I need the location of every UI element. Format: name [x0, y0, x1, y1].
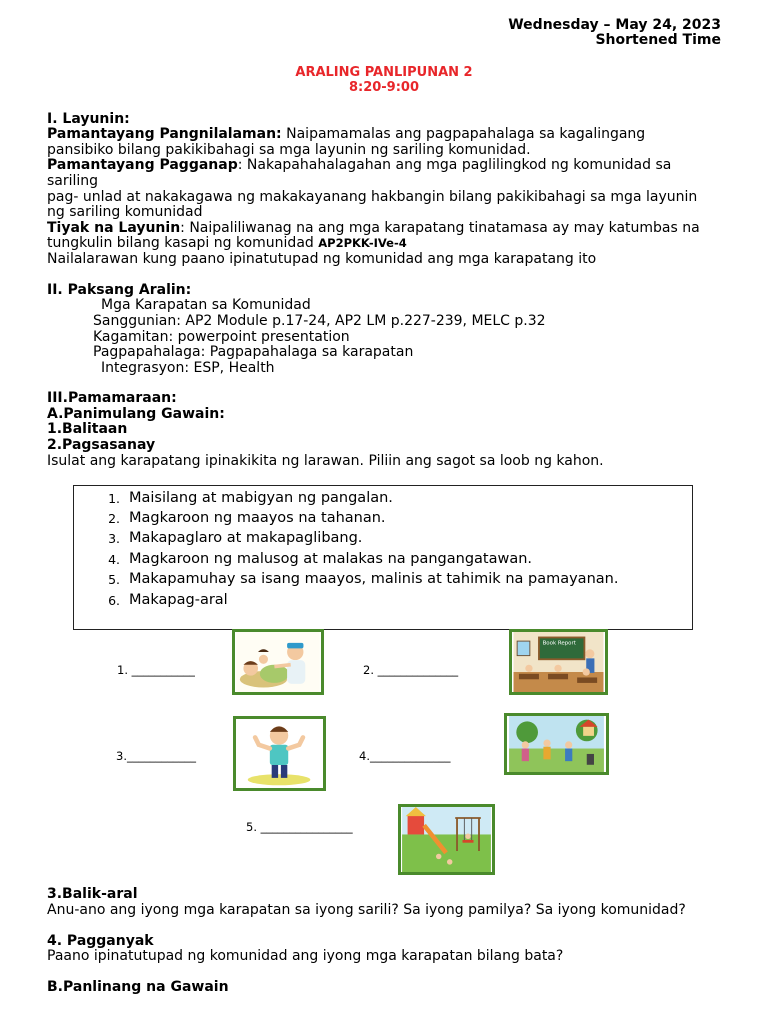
- balik-aral-heading: 3.Balik-aral: [47, 886, 138, 902]
- p1-label: Pamantayang Pangnilalaman:: [47, 126, 282, 142]
- answer-blank-2[interactable]: 2. ______________: [363, 663, 459, 677]
- p2-label: Pamantayang Pagganap: [47, 157, 238, 173]
- p3-text: : Naipaliliwanag na ang mga karapatang tinatamasa ay may katumbas na: [180, 220, 700, 236]
- answer-blank-1[interactable]: 1. ___________: [117, 663, 195, 677]
- sanggunian: Sanggunian: AP2 Module p.17-24, AP2 LM p.227-239, MELC p.32: [93, 313, 546, 329]
- strong-boy-icon: [236, 719, 323, 788]
- choice-number: 3.: [108, 531, 120, 546]
- choices-box: [73, 485, 693, 630]
- integrasyon: Integrasyon: ESP, Health: [101, 360, 275, 376]
- answer-blank-4[interactable]: 4.______________: [359, 749, 451, 763]
- pagpapahalaga: Pagpapahalaga: Pagpapahalaga sa karapatan: [93, 344, 414, 360]
- pagganyak-heading: 4. Pagganyak: [47, 933, 154, 949]
- p2-text: : Nakapahahalagahan ang mga paglilingkod ng komunidad sa: [237, 157, 672, 173]
- competency-code: AP2PKK-IVe-4: [318, 236, 407, 250]
- p2-line2: sariling: [47, 173, 99, 189]
- p3-label: Tiyak na Layunin: [47, 220, 181, 236]
- panlinang-heading: B.Panlinang na Gawain: [47, 979, 229, 995]
- p1-text: Naipamamalas ang pagpapahalaga sa kagalingang: [281, 126, 646, 142]
- community-cleanup-illustration: [504, 713, 609, 775]
- choice-number: 1.: [108, 491, 120, 506]
- choice-number: 4.: [108, 552, 120, 567]
- p2-line3: pag- unlad at nakakagawa ng makakayanang hakbangin bilang pakikibahagi sa mga layunin: [47, 189, 698, 205]
- sick-child-doctor-icon: [235, 632, 321, 692]
- playground-icon: [401, 807, 492, 872]
- time-note: Shortened Time: [595, 32, 721, 48]
- pamantayang-pagganap: [47, 157, 671, 173]
- classroom-icon: [512, 632, 605, 692]
- playground-illustration: [398, 804, 495, 875]
- choice-text: Makapag-aral: [129, 592, 228, 608]
- subject-title: ARALING PANLIPUNAN 2: [295, 65, 473, 80]
- answer-blank-5[interactable]: 5. ________________: [246, 820, 353, 834]
- choice-text: Makapamuhay sa isang maayos, malinis at tahimik na pamayanan.: [129, 571, 619, 587]
- p2-line4: ng sariling komunidad: [47, 204, 203, 220]
- choice-text: Makapaglaro at makapaglibang.: [129, 530, 363, 546]
- balik-aral-text: Anu-ano ang iyong mga karapatan sa iyong sarili? Sa iyong pamilya? Sa iyong komunidad?: [47, 902, 686, 918]
- balitaan: 1.Balitaan: [47, 421, 128, 437]
- panimulang-gawain: A.Panimulang Gawain:: [47, 406, 225, 422]
- lesson-date: Wednesday – May 24, 2023: [508, 17, 721, 33]
- tiyak-na-layunin: [47, 220, 700, 236]
- pagganyak-text: Paano ipinatutupad ng komunidad ang iyong mga karapatan bilang bata?: [47, 948, 564, 964]
- paksa-topic: Mga Karapatan sa Komunidad: [101, 297, 311, 313]
- pamamaraan-heading: III.Pamamaraan:: [47, 390, 177, 406]
- choice-number: 5.: [108, 572, 120, 587]
- p4-text: Nailalarawan kung paano ipinatutupad ng komunidad ang mga karapatang ito: [47, 251, 597, 267]
- layunin-heading: I. Layunin:: [47, 111, 130, 127]
- board-label: Book Report: [542, 640, 576, 647]
- p3-line2: [47, 235, 407, 251]
- kagamitan: Kagamitan: powerpoint presentation: [93, 329, 350, 345]
- p3-line2-text: tungkulin bilang kasapi ng komunidad: [47, 235, 319, 251]
- choice-number: 6.: [108, 593, 120, 608]
- answer-blank-3[interactable]: 3.____________: [116, 749, 196, 763]
- choice-text: Magkaroon ng malusog at malakas na pangangatawan.: [129, 551, 533, 567]
- choice-text: Maisilang at mabigyan ng pangalan.: [129, 490, 393, 506]
- strong-boy-illustration: [233, 716, 326, 791]
- community-icon: [507, 716, 606, 772]
- choice-number: 2.: [108, 511, 120, 526]
- pamantayang-pangnilalaman: [47, 126, 645, 142]
- pagsasanay: 2.Pagsasanay: [47, 437, 156, 453]
- instruction: Isulat ang karapatang ipinakikita ng larawan. Piliin ang sagot sa loob ng kahon.: [47, 453, 604, 469]
- p1-line2: pansibiko bilang pakikibahagi sa mga layunin ng sariling komunidad.: [47, 142, 531, 158]
- choice-text: Magkaroon ng maayos na tahanan.: [129, 510, 386, 526]
- classroom-illustration: [509, 629, 608, 695]
- paksa-heading: II. Paksang Aralin:: [47, 282, 192, 298]
- sick-child-doctor-illustration: [232, 629, 324, 695]
- class-time: 8:20-9:00: [348, 80, 420, 95]
